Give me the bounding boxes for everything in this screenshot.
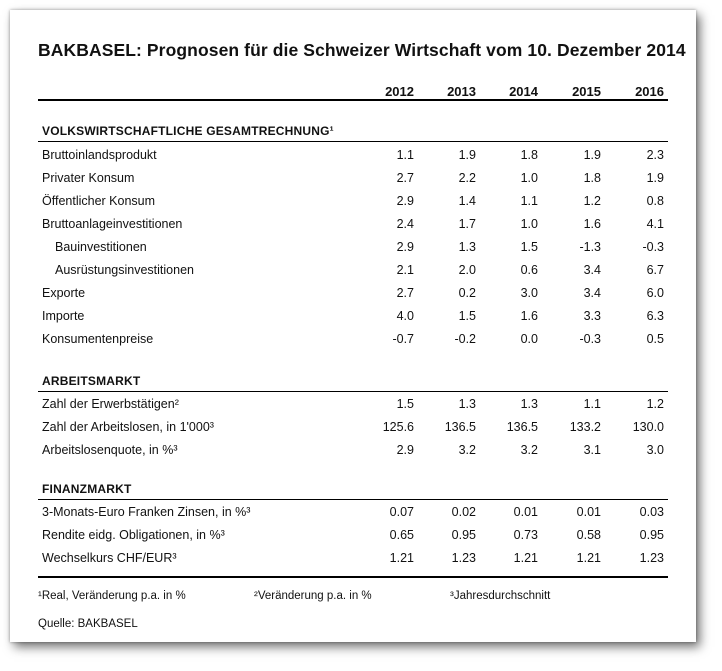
cell-value: 3.1 [583,443,601,457]
cell-value: -1.3 [579,240,601,254]
cell-value: 1.3 [520,397,538,411]
cell-value: 3.4 [583,263,601,277]
cell-value: 3.4 [583,286,601,300]
cell-value: 3.0 [646,443,664,457]
cell-value: 0.02 [451,505,476,519]
column-header-year: 2014 [509,84,538,99]
cell-value: 3.3 [583,309,601,323]
cell-value: -0.3 [642,240,664,254]
cell-value: 2.9 [396,443,414,457]
row-label: Konsumentenpreise [42,332,154,346]
cell-value: 2.9 [396,194,414,208]
cell-value: 1.1 [396,148,414,162]
table-row [38,551,668,569]
cell-value: 1.6 [520,309,538,323]
cell-value: 2.3 [646,148,664,162]
row-label: Bruttoanlageinvestitionen [42,217,183,231]
row-label: Wechselkurs CHF/EUR³ [42,551,177,565]
cell-value: 1.1 [520,194,538,208]
cell-value: 1.3 [458,397,476,411]
table-row [38,240,668,258]
cell-value: 6.3 [646,309,664,323]
section-divider [38,499,668,500]
cell-value: 0.5 [646,332,664,346]
cell-value: 1.21 [513,551,538,565]
table-row [38,397,668,415]
cell-value: 1.5 [396,397,414,411]
section-divider [38,391,668,392]
cell-value: 0.0 [520,332,538,346]
cell-value: 0.01 [513,505,538,519]
section-heading: ARBEITSMARKT [42,374,141,388]
row-label: Bruttoinlandsprodukt [42,148,157,162]
cell-value: 2.0 [458,263,476,277]
cell-value: 136.5 [444,420,476,434]
cell-value: 0.6 [520,263,538,277]
table-row [38,420,668,438]
cell-value: 0.8 [646,194,664,208]
cell-value: 0.07 [389,505,414,519]
cell-value: 0.03 [639,505,664,519]
column-header-year: 2016 [635,84,664,99]
header-divider [38,99,668,101]
row-label: Öffentlicher Konsum [42,194,156,208]
cell-value: 1.23 [451,551,476,565]
cell-value: 1.21 [576,551,601,565]
row-label: 3-Monats-Euro Franken Zinsen, in %³ [42,505,251,519]
footnote: ¹Real, Veränderung p.a. in % [38,590,186,602]
page-title: BAKBASEL: Prognosen für die Schweizer Wirtschaft vom 10. Dezember 2014 [38,40,686,60]
cell-value: 3.2 [520,443,538,457]
cell-value: 2.2 [458,171,476,185]
cell-value: 4.0 [396,309,414,323]
row-label: Exporte [42,286,86,300]
cell-value: 1.23 [639,551,664,565]
cell-value: 3.0 [520,286,538,300]
table-row [38,309,668,327]
section-divider [38,141,668,142]
cell-value: 1.0 [520,217,538,231]
cell-value: 0.73 [513,528,538,542]
cell-value: 0.95 [451,528,476,542]
cell-value: 1.3 [458,240,476,254]
footnote: ²Veränderung p.a. in % [254,590,372,602]
cell-value: 2.1 [396,263,414,277]
table-row [38,148,668,166]
row-label: Arbeitslosenquote, in %³ [42,443,178,457]
cell-value: 1.4 [458,194,476,208]
cell-value: 130.0 [632,420,664,434]
cell-value: 1.1 [583,397,601,411]
cell-value: 0.65 [389,528,414,542]
cell-value: 1.0 [520,171,538,185]
table-card [10,10,696,642]
cell-value: 3.2 [458,443,476,457]
cell-value: 1.5 [520,240,538,254]
cell-value: 1.9 [458,148,476,162]
table-row [38,528,668,546]
row-label: Importe [42,309,85,323]
cell-value: 1.5 [458,309,476,323]
row-label: Bauinvestitionen [55,240,147,254]
cell-value: 1.8 [520,148,538,162]
cell-value: 2.7 [396,286,414,300]
cell-value: 4.1 [646,217,664,231]
table-row [38,443,668,461]
cell-value: 2.7 [396,171,414,185]
cell-value: -0.7 [392,332,414,346]
cell-value: 1.7 [458,217,476,231]
cell-value: 1.2 [583,194,601,208]
row-label: Rendite eidg. Obligationen, in %³ [42,528,225,542]
cell-value: 0.01 [576,505,601,519]
row-label: Privater Konsum [42,171,135,185]
table-row [38,286,668,304]
table-bottom-rule [38,576,668,578]
table-row [38,505,668,523]
cell-value: 1.9 [583,148,601,162]
cell-value: -0.2 [454,332,476,346]
cell-value: 1.21 [389,551,414,565]
cell-value: 0.95 [639,528,664,542]
cell-value: 2.9 [396,240,414,254]
cell-value: 1.9 [646,171,664,185]
cell-value: 1.2 [646,397,664,411]
cell-value: -0.3 [579,332,601,346]
column-header-year: 2015 [572,84,601,99]
table-row [38,263,668,281]
table-row [38,217,668,235]
cell-value: 2.4 [396,217,414,231]
cell-value: 6.0 [646,286,664,300]
table-row [38,332,668,350]
footnote: ³Jahresdurchschnitt [450,590,551,602]
row-label: Ausrüstungsinvestitionen [55,263,194,277]
table-row [38,194,668,212]
row-label: Zahl der Arbeitslosen, in 1'000³ [42,420,214,434]
cell-value: 136.5 [506,420,538,434]
source-note: Quelle: BAKBASEL [38,618,138,630]
cell-value: 6.7 [646,263,664,277]
cell-value: 1.8 [583,171,601,185]
cell-value: 133.2 [569,420,601,434]
cell-value: 0.2 [458,286,476,300]
cell-value: 0.58 [576,528,601,542]
column-header-year: 2013 [447,84,476,99]
cell-value: 125.6 [382,420,414,434]
column-header-year: 2012 [385,84,414,99]
table-row [38,171,668,189]
cell-value: 1.6 [583,217,601,231]
section-heading: FINANZMARKT [42,482,132,496]
section-heading: VOLKSWIRTSCHAFTLICHE GESAMTRECHNUNG¹ [42,124,334,138]
row-label: Zahl der Erwerbstätigen² [42,397,179,411]
